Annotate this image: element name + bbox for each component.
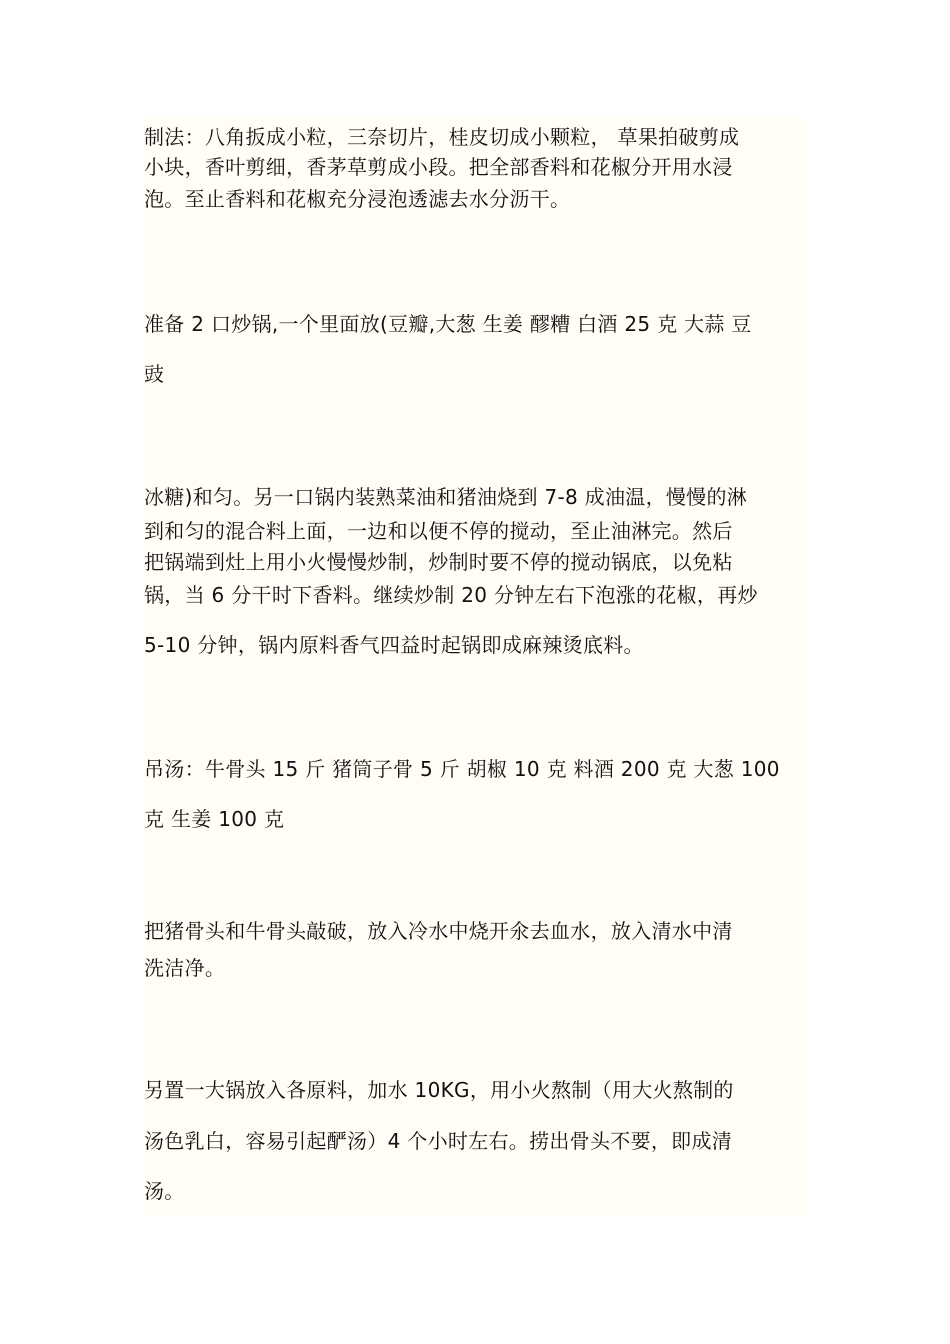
text-line: 另置一大锅放入各原料，加水 10KG，用小火熬制（用大火熬制的 <box>144 1078 734 1102</box>
text-line: 锅，当 6 分干时下香料。继续炒制 20 分钟左右下泡涨的花椒，再炒 <box>144 583 758 607</box>
text-line: 把猪骨头和牛骨头敲破，放入冷水中烧开氽去血水，放入清水中清 <box>144 919 733 943</box>
text-line: 洗洁净。 <box>144 956 226 980</box>
text-background <box>144 118 806 1216</box>
text-line: 泡。至止香料和花椒充分浸泡透滤去水分沥干。 <box>144 187 571 211</box>
text-line: 把锅端到灶上用小火慢慢炒制，炒制时要不停的搅动锅底，以免粘 <box>144 550 733 574</box>
text-line: 汤色乳白，容易引起酽汤）4 个小时左右。捞出骨头不要，即成清 <box>144 1129 733 1153</box>
text-line: 冰糖)和匀。另一口锅内装熟菜油和猪油烧到 7-8 成油温，慢慢的淋 <box>144 485 748 509</box>
text-line: 豉 <box>144 362 165 386</box>
text-line: 吊汤：牛骨头 15 斤 猪筒子骨 5 斤 胡椒 10 克 料酒 200 克 大葱 100 <box>144 757 780 781</box>
text-line: 准备 2 口炒锅,一个里面放(豆瓣,大葱 生姜 醪糟 白酒 25 克 大蒜 豆 <box>144 312 752 336</box>
text-line: 克 生姜 100 克 <box>144 807 285 831</box>
text-line: 小块，香叶剪细，香茅草剪成小段。把全部香料和花椒分开用水浸 <box>144 155 733 179</box>
text-line: 汤。 <box>144 1179 185 1203</box>
text-line: 到和匀的混合料上面，一边和以便不停的搅动，至止油淋完。然后 <box>144 519 733 543</box>
text-line: 5-10 分钟，锅内原料香气四益时起锅即成麻辣烫底料。 <box>144 633 644 657</box>
text-line: 制法：八角扳成小粒，三奈切片，桂皮切成小颗粒， 草果拍破剪成 <box>144 125 740 149</box>
